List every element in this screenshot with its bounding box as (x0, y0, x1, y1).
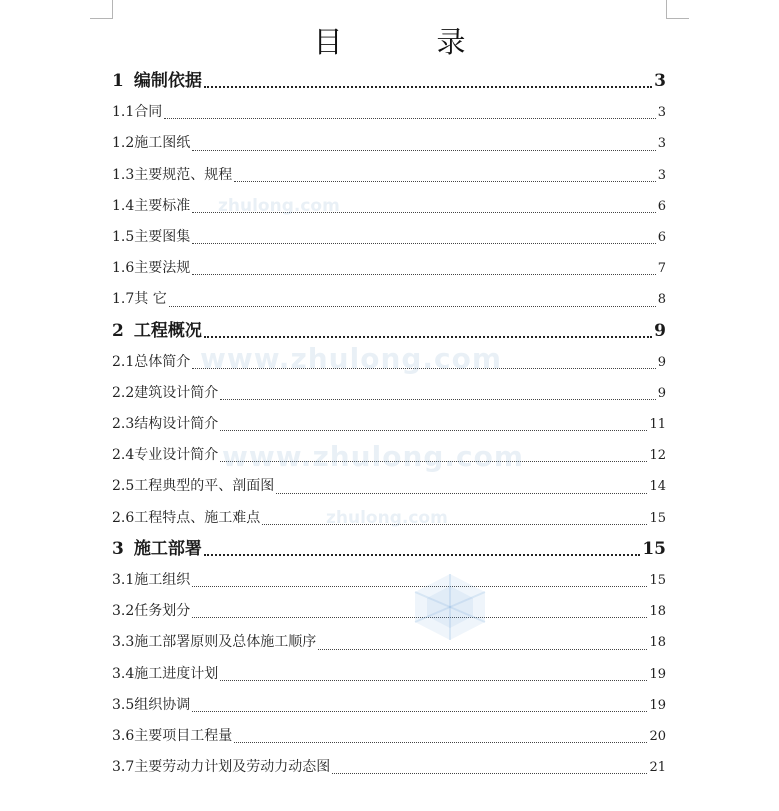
dot-leader (164, 117, 655, 119)
entry-page-number: 7 (657, 261, 666, 277)
entry-page-number: 6 (657, 198, 666, 214)
entry-page-number: 3 (657, 105, 666, 121)
entry-title: 工程概况 (133, 320, 202, 341)
entry-number: 2.1 (112, 353, 135, 370)
entry-number: 2 (112, 320, 124, 341)
entry-number: 3.3 (112, 634, 135, 651)
entry-number: 1.2 (112, 135, 135, 152)
toc-subsection-entry[interactable] (112, 721, 666, 752)
toc-section-entry[interactable] (112, 66, 666, 97)
toc-subsection-entry[interactable] (112, 409, 666, 440)
watermark-text: www.zhulong.com (200, 342, 503, 375)
watermark-text: www.zhulong.com (222, 440, 525, 473)
entry-title: 专业设计简介 (134, 447, 219, 464)
entry-page-number: 9 (654, 320, 666, 341)
entry-number: 1.7 (112, 291, 135, 308)
entry-title: 施工进度计划 (134, 665, 219, 682)
dot-leader (204, 85, 652, 88)
dot-leader (169, 305, 656, 307)
entry-page-number: 3 (657, 136, 666, 152)
toc-subsection-entry[interactable] (112, 97, 666, 128)
toc-subsection-entry[interactable] (112, 378, 666, 409)
toc-subsection-entry[interactable] (112, 503, 666, 534)
table-of-contents (112, 66, 666, 783)
entry-title: 主要图集 (134, 228, 191, 245)
entry-title: 工程特点、施工难点 (134, 509, 261, 526)
entry-number: 3 (112, 538, 124, 559)
entry-number: 2.4 (112, 447, 135, 464)
entry-page-number: 15 (642, 538, 666, 559)
entry-title: 总体简介 (134, 353, 191, 370)
entry-title: 施工图纸 (134, 135, 191, 152)
dot-leader (192, 585, 647, 587)
entry-page-number: 8 (657, 292, 666, 308)
entry-number: 1.5 (112, 228, 135, 245)
dot-leader (276, 492, 647, 494)
crop-mark-top-left (90, 0, 113, 19)
entry-page-number: 19 (649, 697, 666, 713)
toc-subsection-entry[interactable] (112, 222, 666, 253)
dot-leader (220, 679, 647, 681)
entry-number: 2.5 (112, 478, 135, 495)
dot-leader (220, 429, 647, 431)
entry-title: 施工部署 (133, 538, 202, 559)
entry-number: 3.7 (112, 759, 135, 776)
dot-leader (234, 180, 655, 182)
toc-subsection-entry[interactable] (112, 191, 666, 222)
entry-number: 1 (112, 71, 124, 91)
entry-title: 其 它 (134, 291, 167, 308)
dot-leader (220, 460, 647, 462)
toc-subsection-entry[interactable] (112, 596, 666, 627)
dot-leader (262, 523, 647, 525)
entry-page-number: 6 (657, 229, 666, 245)
toc-subsection-entry[interactable] (112, 440, 666, 471)
dot-leader (234, 741, 647, 743)
entry-title: 主要规范、规程 (134, 166, 233, 183)
dot-leader (192, 242, 655, 244)
entry-title: 编制依据 (133, 71, 202, 91)
entry-title: 主要法规 (134, 260, 191, 277)
entry-title: 建筑设计简介 (134, 384, 219, 401)
toc-subsection-entry[interactable] (112, 347, 666, 378)
entry-title: 组织协调 (134, 696, 191, 713)
entry-title: 施工组织 (134, 572, 191, 588)
toc-subsection-entry[interactable] (112, 284, 666, 315)
dot-leader (192, 149, 655, 151)
toc-subsection-entry[interactable] (112, 690, 666, 721)
dot-leader (204, 553, 640, 556)
toc-section-entry[interactable] (112, 534, 666, 565)
entry-number: 3.4 (112, 665, 135, 682)
entry-page-number: 11 (649, 417, 666, 433)
entry-number: 2.2 (112, 384, 135, 401)
entry-page-number: 14 (649, 479, 666, 495)
toc-subsection-entry[interactable] (112, 752, 666, 783)
toc-subsection-entry[interactable] (112, 253, 666, 284)
entry-page-number: 12 (649, 448, 666, 464)
toc-section-entry[interactable] (112, 316, 666, 347)
entry-number: 3.1 (112, 572, 135, 588)
dot-leader (204, 335, 652, 338)
toc-subsection-entry[interactable] (112, 471, 666, 502)
toc-subsection-entry[interactable] (112, 659, 666, 690)
entry-page-number: 15 (649, 510, 666, 526)
entry-number: 2.6 (112, 509, 135, 526)
entry-number: 1.4 (112, 197, 135, 214)
entry-page-number: 18 (649, 635, 666, 651)
entry-title: 合同 (134, 104, 163, 121)
entry-number: 3.2 (112, 603, 135, 620)
entry-page-number: 21 (649, 760, 666, 776)
toc-subsection-entry[interactable] (112, 160, 666, 191)
toc-subsection-entry[interactable] (112, 565, 666, 596)
entry-number: 3.5 (112, 696, 135, 713)
dot-leader (332, 772, 647, 774)
dot-leader (220, 398, 655, 400)
entry-page-number: 15 (649, 573, 666, 588)
entry-title: 主要标准 (134, 197, 191, 214)
entry-number: 1.6 (112, 260, 135, 277)
toc-subsection-entry[interactable] (112, 128, 666, 159)
dot-leader (318, 648, 647, 650)
crop-mark-top-right (666, 0, 689, 19)
entry-page-number: 3 (657, 167, 666, 183)
entry-page-number: 19 (649, 666, 666, 682)
entry-number: 1.1 (112, 104, 135, 121)
entry-page-number: 3 (654, 71, 666, 91)
entry-page-number: 18 (649, 604, 666, 620)
dot-leader (192, 616, 647, 618)
dot-leader (192, 710, 647, 712)
watermark-text: zhulong.com (218, 196, 340, 216)
entry-number: 1.3 (112, 166, 135, 183)
entry-page-number: 9 (657, 385, 666, 401)
entry-title: 主要劳动力计划及劳动力动态图 (134, 759, 331, 776)
entry-number: 3.6 (112, 727, 135, 744)
entry-title: 施工部署原则及总体施工顺序 (134, 634, 317, 651)
entry-title: 主要项目工程量 (134, 727, 233, 744)
dot-leader (192, 273, 655, 275)
dot-leader (192, 367, 655, 369)
watermark-text: zhulong.com (326, 508, 448, 528)
entry-title: 结构设计简介 (134, 416, 219, 433)
entry-page-number: 9 (657, 354, 666, 370)
entry-title: 任务划分 (134, 603, 191, 620)
toc-title: 目录 (313, 25, 560, 59)
entry-page-number: 20 (649, 728, 666, 744)
entry-number: 2.3 (112, 416, 135, 433)
toc-subsection-entry[interactable] (112, 627, 666, 658)
dot-leader (192, 211, 655, 213)
entry-title: 工程典型的平、剖面图 (134, 478, 275, 495)
